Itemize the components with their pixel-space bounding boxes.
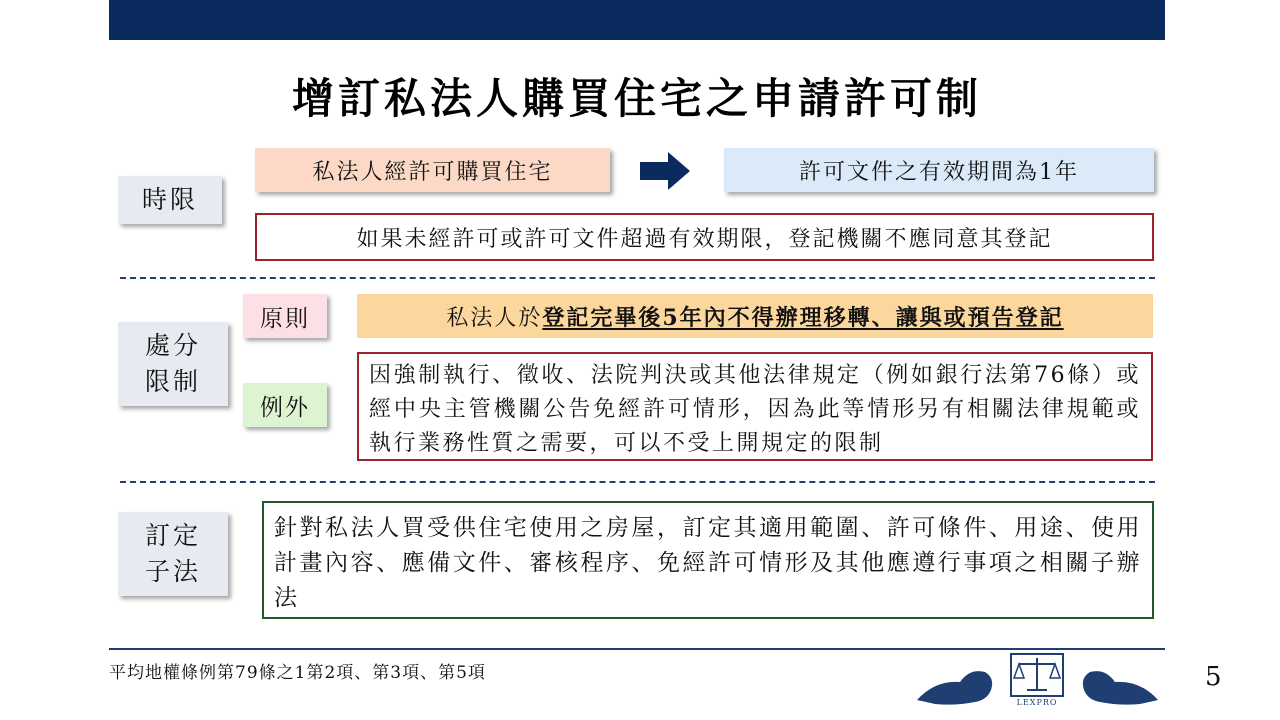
arrow-right-icon: [640, 150, 692, 192]
svg-text:LEXPRO: LEXPRO: [1016, 698, 1058, 706]
principle-emphasis: 登記完畢後5年內不得辦理移轉、讓與或預告登記: [542, 304, 1064, 331]
label-time-limit: 時限: [118, 176, 222, 224]
label-line: 子法: [144, 557, 201, 586]
registration-note-box: 如果未經許可或許可文件超過有效期限，登記機關不應同意其登記: [255, 213, 1154, 261]
slide-title: 增訂私法人購買住宅之申請許可制: [291, 74, 982, 123]
validity-period-box: 許可文件之有效期間為1年: [724, 148, 1154, 192]
divider-1: [120, 277, 1155, 279]
page-number: 5: [1205, 662, 1222, 692]
principle-box: [357, 294, 1153, 338]
principle-label: 原則: [243, 294, 327, 338]
label-sub-regulation: [118, 512, 228, 596]
lexpro-logo: [915, 650, 1160, 706]
legal-citation: 平均地權條例第79條之1第2項、第3項、第5項: [109, 663, 486, 683]
exception-box: 因強制執行、徵收、法院判決或其他法律規定（例如銀行法第76條）或經中央主管機關公告免經許可情形，因為此等情形另有相關法律規範或執行業務性質之需要，可以不受上開規定的限制: [357, 352, 1153, 461]
exception-label: 例外: [243, 383, 327, 427]
top-banner: [109, 0, 1165, 40]
sub-regulation-box: 針對私法人買受供住宅使用之房屋，訂定其適用範圍、許可條件、用途、使用計畫內容、應備文件、審核程序、免經許可情形及其他應遵行事項之相關子辦法: [262, 501, 1154, 619]
label-line: 限制: [144, 367, 201, 396]
label-line: 訂定: [144, 520, 201, 550]
principle-prefix: 私法人於: [446, 305, 543, 331]
permit-purchase-box: 私法人經許可購買住宅: [255, 148, 610, 192]
divider-2: [120, 481, 1155, 483]
label-disposal-restriction: [118, 322, 228, 406]
label-line: 處分: [144, 330, 201, 360]
